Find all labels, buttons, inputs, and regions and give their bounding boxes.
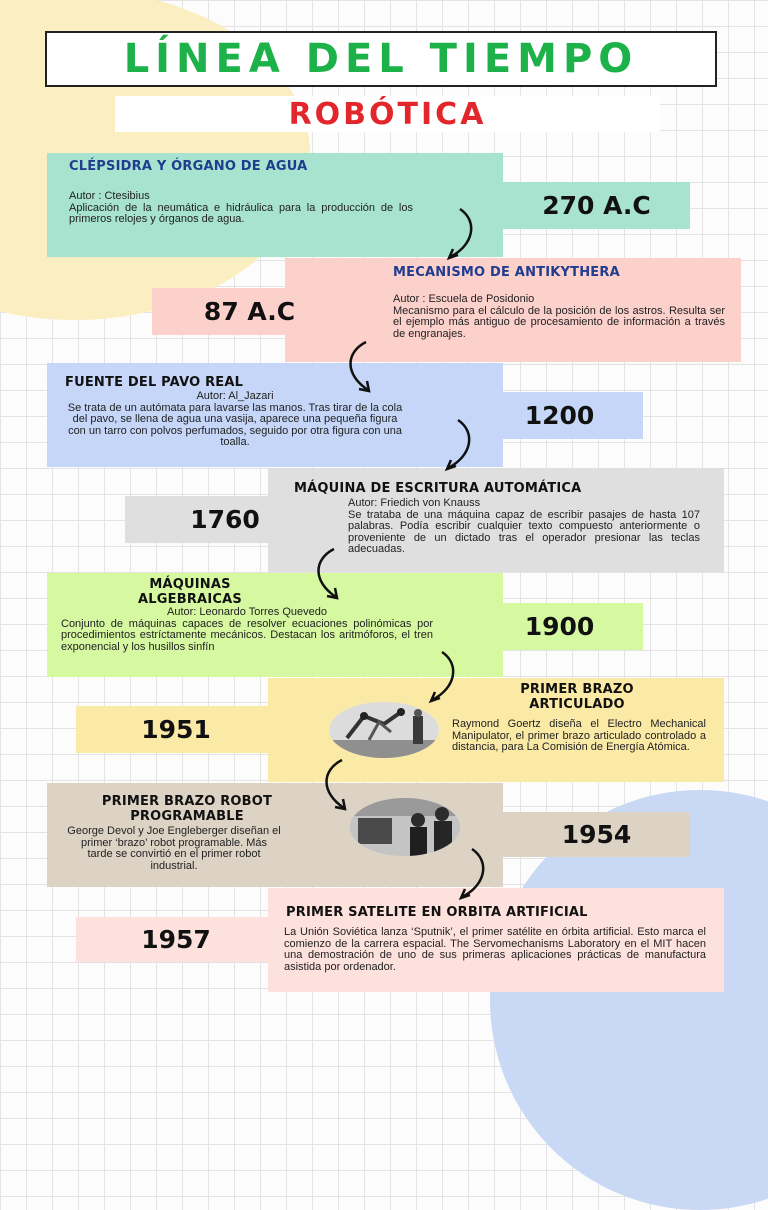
subtitle-box bbox=[115, 96, 660, 132]
event-description: La Unión Soviética lanza ‘Sputnik’, el primer satélite en órbita artificial. Esto marca el comienzo de la carrera espacial. The Servomechanisms Laboratory en el MIT hacen una demostración de uno de sus primeras aplicaciones prácticas de manufactura asistida por ordenador. bbox=[284, 926, 706, 973]
event-description: Conjunto de máquinas capaces de resolver ecuaciones polinómicas por procedimientos estríctamente mecánicos. Destacan los aritmóforos, el tren exponencial y los husillos sinfín bbox=[61, 617, 433, 653]
event-card-primer-satelite bbox=[268, 888, 724, 992]
brazo-articulado-photo bbox=[329, 702, 439, 758]
event-title: PRIMER SATELITE EN ORBITA ARTIFICIAL bbox=[286, 905, 588, 920]
event-author: Autor : Ctesibius bbox=[69, 190, 150, 202]
event-title-line2: ALGEBRAICAS bbox=[138, 592, 242, 607]
year-badge: 87 A.C bbox=[152, 288, 347, 335]
brazo-programable-photo bbox=[350, 798, 460, 856]
event-card-fuente-pavo-real bbox=[47, 363, 503, 467]
event-description: Se trata de un autómata para lavarse las manos. Tras tirar de la cola del pavo, se llena de agua una vasija, aparece una pequeña figura con un tarro con polvos perfumados, seguido por otra figura con una toalla. bbox=[67, 401, 403, 449]
event-title-line2: ARTICULADO bbox=[529, 697, 625, 712]
event-author: Autor: Al_Jazari bbox=[196, 390, 274, 402]
year-badge: 1200 bbox=[476, 392, 643, 439]
year-badge: 1954 bbox=[503, 812, 690, 857]
year-badge: 1900 bbox=[476, 603, 643, 650]
year-badge: 1951 bbox=[76, 706, 276, 753]
robot-arm-photo-icon bbox=[329, 702, 439, 758]
curved-arrow-icon bbox=[440, 205, 480, 265]
event-author: Autor: Leonardo Torres Quevedo bbox=[166, 606, 327, 618]
title-box bbox=[45, 31, 717, 87]
curved-arrow-icon bbox=[316, 756, 356, 816]
page-subtitle: ROBÓTICA bbox=[288, 96, 487, 132]
event-title: MECANISMO DE ANTIKYTHERA bbox=[393, 265, 620, 280]
event-title-line1: MÁQUINAS bbox=[149, 577, 231, 592]
event-description: Raymond Goertz diseña el Electro Mechanical Manipulator, el primer brazo articulado controlado a distancia, para La Comisión de Energía Atómica. bbox=[452, 718, 706, 754]
event-description: Se trataba de una máquina capaz de escribir pasajes de hasta 107 palabras. Podía escribir cualquier texto compuesto anteriormente o proveniente de un dictado tras el operador presionar las teclas adecuadas. bbox=[348, 508, 700, 556]
event-title-line1: PRIMER BRAZO bbox=[520, 682, 634, 697]
year-badge: 1957 bbox=[76, 917, 276, 962]
curved-arrow-icon bbox=[452, 845, 492, 905]
curved-arrow-icon bbox=[308, 545, 348, 605]
event-title-line1: PRIMER BRAZO ROBOT bbox=[101, 794, 273, 809]
event-card-ctesibius bbox=[47, 153, 503, 257]
event-title: FUENTE DEL PAVO REAL bbox=[65, 375, 244, 390]
year-badge: 1760 bbox=[125, 496, 325, 543]
robot-programmers-photo-icon bbox=[350, 798, 460, 856]
event-title: CLÉPSIDRA Y ÓRGANO DE AGUA bbox=[69, 159, 308, 174]
event-author: Autor : Escuela de Posidonio bbox=[393, 293, 535, 305]
event-title: MÁQUINA DE ESCRITURA AUTOMÁTICA bbox=[294, 481, 582, 496]
event-description: George Devol y Joe Engleberger diseñan el primer ‘brazo’ robot programable. Más tarde se convirtió en el primer robot industrial. bbox=[67, 825, 281, 872]
event-title-line2: PROGRAMABLE bbox=[130, 809, 244, 824]
curved-arrow-icon bbox=[438, 416, 478, 476]
curved-arrow-icon bbox=[340, 338, 380, 398]
page-title: LÍNEA DEL TIEMPO bbox=[123, 36, 639, 82]
year-badge: 270 A.C bbox=[503, 182, 690, 229]
event-description: Aplicación de la neumática e hidráulica para la producción de los primeros relojes y órganos de agua. bbox=[69, 201, 413, 226]
event-author: Autor: Friedich von Knauss bbox=[348, 497, 481, 509]
curved-arrow-icon bbox=[422, 648, 462, 708]
event-description: Mecanismo para el cálculo de la posición de los astros. Resulta ser el ejemplo más antiguo de procesamiento de información a través de engranajes. bbox=[393, 304, 725, 340]
